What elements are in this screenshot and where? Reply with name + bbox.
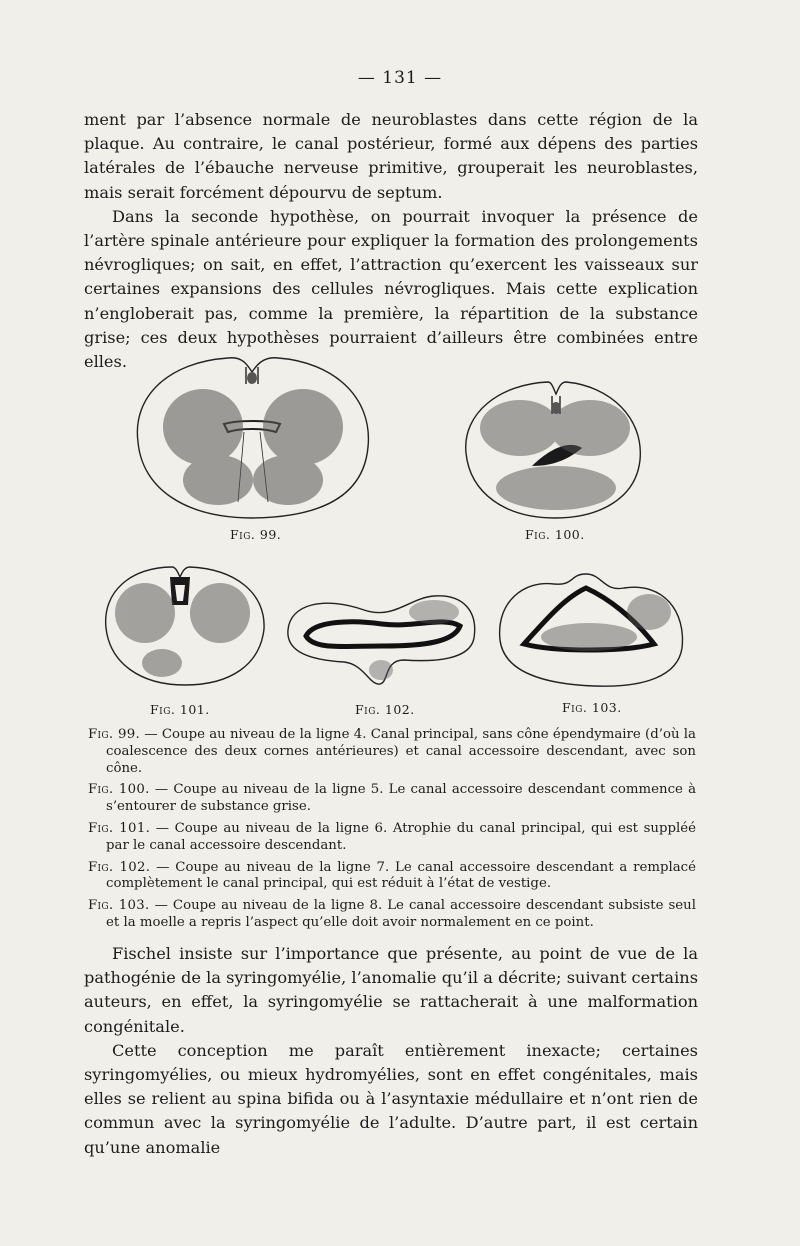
- caption-fig-102: [88, 860, 696, 894]
- caption-ref: Fig. 99.: [88, 727, 141, 742]
- figure-captions: [88, 727, 696, 937]
- caption-ref: Fig. 103.: [88, 898, 150, 914]
- figure-99-label: Fig. 99.: [230, 527, 282, 542]
- paragraph: Fischel insiste sur l’importance que présente, au point de vue de la pathogénie de la syringomyélie, l’anomalie qu’il a décrite; suivant certains auteurs, en effet, la syringomyélie se rattacherait à une malformation congénitale.: [84, 944, 698, 1036]
- caption-text: — Coupe au niveau de la ligne 6. Atrophie du canal principal, qui est suppléé par le canal accessoire descendant.: [106, 820, 696, 853]
- figure-103-illustration: [494, 572, 688, 694]
- page-number: — 131 —: [357, 68, 443, 88]
- caption-text: — Coupe au niveau de la ligne 8. Le canal accessoire descendant subsiste seul et la moelle a repris l’aspect qu’elle doit avoir normalement en ce point.: [106, 898, 696, 930]
- caption-ref: Fig. 101.: [88, 820, 151, 836]
- caption-text: — Coupe au niveau de la ligne 5. Le canal accessoire descendant commence à s’entourer de substance grise.: [106, 782, 696, 815]
- paragraph: Dans la seconde hypothèse, on pourrait invoquer la présence de l’artère spinale antérieure pour expliquer la formation des prolongements névrogliques; on sait, en effet, l’attraction qu’exercent les vaisseaux sur certaines expansions des cellules névrogliques. Mais cette explication n’engloberait pas, comme la première, la répartition de la substance grise; ces deux hypothèses pourraient d’ailleurs être combinées entre elles.: [84, 206, 698, 372]
- caption-ref: Fig. 102.: [88, 859, 151, 875]
- body-text-top: [84, 108, 698, 374]
- figure-101-illustration: [100, 563, 270, 688]
- paragraph: Cette conception me paraît entièrement inexacte; certaines syringomyélies, ou mieux hydromyélies, sont en effet congénitales, mais elles se relient au spina bifida ou à l’asyntaxie médullaire et n’ont rien de commun avec la syringomyélie de l’adulte. D’autre part, il est certain qu’une anomalie: [84, 1040, 698, 1157]
- caption-fig-103: [88, 898, 696, 932]
- body-text-bottom: [84, 942, 698, 1160]
- figure-102-label: Fig. 102.: [355, 702, 415, 717]
- figure-99-illustration: [128, 352, 376, 522]
- figure-100-label: Fig. 100.: [525, 527, 585, 542]
- figure-101-label: Fig. 101.: [150, 702, 210, 717]
- caption-fig-100: [88, 782, 696, 816]
- figure-100-illustration: [460, 378, 646, 523]
- figure-103-label: Fig. 103.: [562, 700, 622, 715]
- caption-fig-101: [88, 821, 696, 855]
- figure-102-illustration: [284, 590, 480, 690]
- caption-fig-99: [88, 727, 696, 777]
- caption-ref: Fig. 100.: [88, 782, 150, 798]
- paragraph: ment par l’absence normale de neuroblastes dans cette région de la plaque. Au contraire, le canal postérieur, formé aux dépens des parties latérales de l’ébauche nerveuse primitive, grouperait les neuroblastes, mais serait forcément dépourvu de septum.: [84, 110, 698, 202]
- caption-text: — Coupe au niveau de la ligne 4. Canal principal, sans cône épendymaire (d’où la coalescence des deux cornes antérieures) et canal accessoire descendant, avec son cône.: [106, 727, 696, 776]
- caption-text: — Coupe au niveau de la ligne 7. Le canal accessoire descendant a remplacé complètement le canal principal, qui est réduit à l’état de vestige.: [106, 859, 696, 892]
